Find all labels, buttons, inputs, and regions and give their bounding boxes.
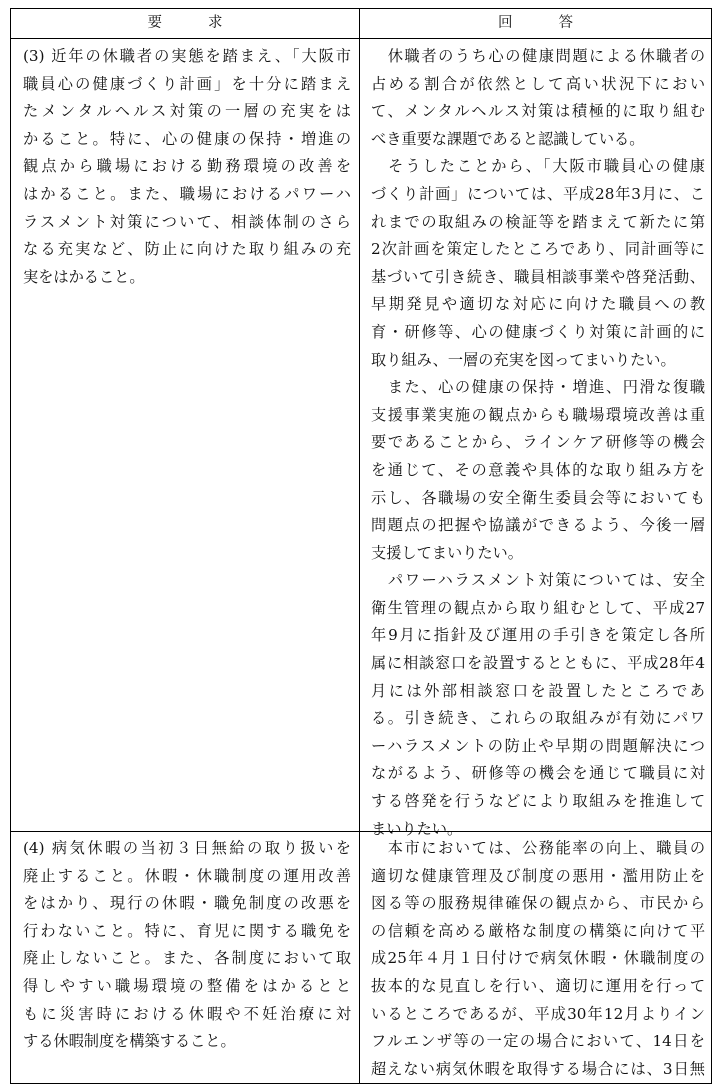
text-line: また、心の健康の保持・増進、円滑な復職 [371, 378, 705, 397]
answer-cell-3 [371, 43, 705, 843]
header-answer-char-1: 回 [498, 15, 513, 31]
text-line: 廃止すること。休暇・休職制度の運用改善 [23, 866, 351, 885]
text-line: たメンタルヘルス対策の一層の充実をは [23, 102, 351, 121]
header-request [11, 9, 359, 38]
text-line: 衛生管理の観点から取り組むとして、平成27 [371, 598, 705, 617]
text-line: (3) 近年の休職者の実態を踏まえ、「大阪市 [23, 47, 351, 65]
header-answer-char-2: 答 [558, 15, 573, 31]
text-line: をはかり、現行の休暇・職免制度の改悪を [23, 894, 351, 913]
text-line: 図る等の服務規律確保の観点から、市民から [371, 894, 705, 913]
text-line: 問題点の把握や協議ができるよう、今後一層 [371, 516, 705, 535]
text-line: 月には外部相談窓口を設置したところであ [371, 681, 705, 700]
text-line: 育・研修等、心の健康づくり対策に計画的に [371, 322, 705, 341]
text-line: 占める割合が依然として高い状況下におい [371, 74, 705, 93]
row-divider [11, 831, 711, 832]
text-line: 本市においては、公務能率の向上、職員の [371, 839, 705, 857]
text-line: 観点から職場における勤務環境の改善を [23, 157, 351, 176]
document-table [10, 8, 712, 1084]
text-line: する休暇制度を構築すること。 [23, 1032, 236, 1051]
text-line: まいりたい。 [371, 819, 463, 838]
text-line: 支援事業実施の観点からも職場環境改善は重 [371, 405, 705, 424]
text-line: パワーハラスメント対策については、安全 [371, 571, 705, 590]
text-line: 休職者のうち心の健康問題による休職者の [371, 47, 705, 65]
header-divider [11, 38, 711, 39]
text-line: 適切な健康管理及び制度の悪用・濫用防止を [371, 866, 705, 885]
text-line: る。引き続き、これらの取組みが有効にパワ [371, 709, 705, 728]
text-line: フルエンザ等の一定の場合において、14日を [371, 1032, 705, 1051]
text-line: ラスメント対策について、相談体制のさら [23, 212, 351, 231]
text-line: て、メンタルヘルス対策は積極的に取り組む [371, 102, 705, 121]
text-line: を通じて、その意義や具体的な取り組み方を [371, 460, 705, 479]
text-line: 年9月に指針及び運用の手引きを策定し各所 [371, 626, 705, 645]
text-line: する啓発を行うなどにより取組みを推進して [371, 792, 705, 811]
text-line: 属に相談窓口を設置するとともに、平成28年4 [371, 654, 705, 673]
text-line: 廃止しないこと。また、各制度において取 [23, 949, 351, 968]
text-line: 超えない病気休暇を取得する場合には、3日無 [371, 1059, 705, 1078]
text-line: もに災害時における休暇や不妊治療に対 [23, 1004, 351, 1023]
column-divider [359, 9, 360, 1083]
text-line: そうしたことから、「大阪市職員心の健康 [371, 157, 705, 176]
header-request-char-1: 要 [147, 15, 162, 31]
text-line: 示し、各職場の安全衛生委員会等においても [371, 488, 705, 507]
text-line: かること。特に、心の健康の保持・増進の [23, 129, 351, 148]
text-line: 早期発見や適切な対応に向けた職員への教 [371, 295, 705, 314]
text-line: 取り組み、一層の充実を図ってまいりたい。 [371, 350, 676, 369]
text-line: 基づいて引き続き、職員相談事業や啓発活動、 [371, 267, 705, 286]
text-line: (4) 病気休暇の当初３日無給の取り扱いを [23, 839, 351, 857]
request-cell-3 [23, 43, 351, 291]
text-line: なる充実など、防止に向けた取り組みの充 [23, 240, 351, 259]
text-line: いるところであるが、平成30年12月よりイン [371, 1004, 705, 1023]
request-cell-4 [23, 835, 351, 1056]
header-request-char-2: 求 [208, 15, 223, 31]
text-line: 2次計画を策定したところであり、同計画等に [371, 240, 705, 259]
text-line: ながるよう、研修等の機会を通じて職員に対 [371, 764, 705, 783]
text-line: 得しやすい職場環境の整備をはかるとと [23, 976, 351, 995]
text-line: づくり計画」については、平成28年3月に、こ [371, 184, 705, 203]
text-line: 行わないこと。特に、育児に関する職免を [23, 921, 351, 940]
text-line: 実をはかること。 [23, 267, 145, 286]
text-line: はかること。また、職場におけるパワーハ [23, 184, 351, 203]
text-line: 成25年４月１日付けで病気休暇・休職制度の [371, 949, 705, 968]
text-line: 抜本的な見直しを行い、適切に運用を行って [371, 976, 705, 995]
text-line: れまでの取組みの検証等を踏まえて新たに第 [371, 212, 705, 231]
text-line: べき重要な課題であると認識している。 [371, 129, 645, 148]
header-answer [360, 9, 711, 38]
text-line: 要であることから、ラインケア研修等の機会 [371, 433, 705, 452]
text-line: の信頼を高める厳格な制度の構築に向けて平 [371, 921, 705, 940]
text-line: ーハラスメントの防止や早期の問題解決につ [371, 736, 705, 755]
answer-cell-4 [371, 835, 705, 1083]
text-line: 支援してまいりたい。 [371, 543, 523, 562]
text-line: 職員心の健康づくり計画」を十分に踏まえ [23, 74, 351, 93]
